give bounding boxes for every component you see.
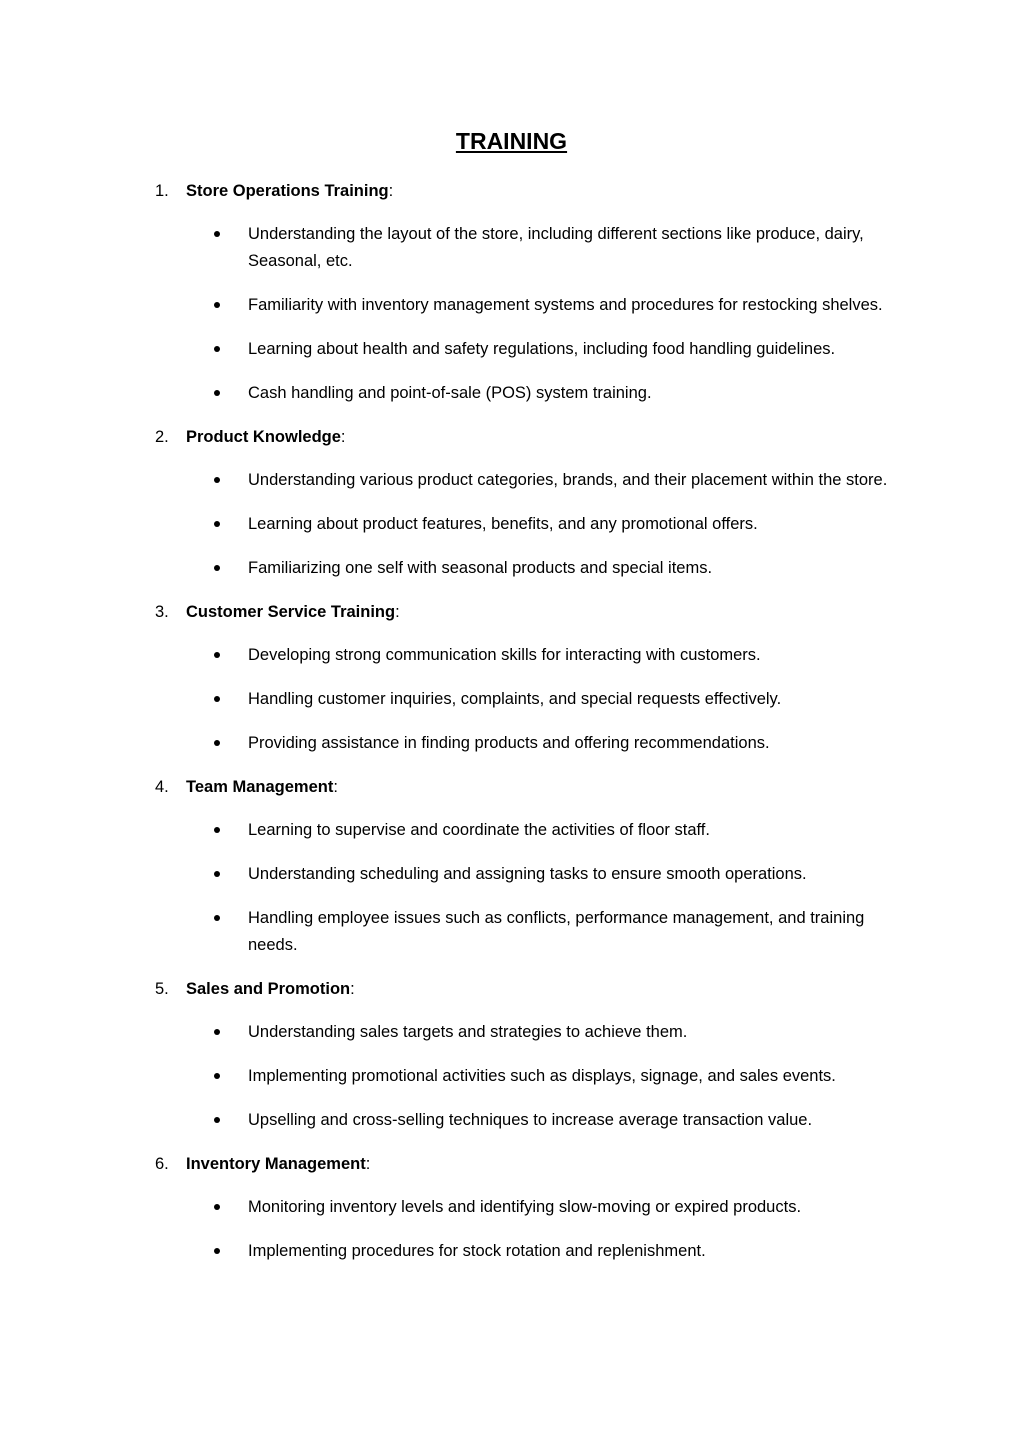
- bullet-text: Understanding sales targets and strategies to achieve them.: [248, 1023, 688, 1041]
- training-section: [0, 976, 1023, 1134]
- section-heading-label: Product Knowledge: [186, 428, 341, 446]
- bullet-text: Understanding the layout of the store, including different sections like produce, dairy, Seasonal, etc.: [248, 225, 864, 270]
- bullet-text: Understanding various product categories, brands, and their placement within the store.: [248, 471, 888, 489]
- bullet-icon: [214, 302, 220, 308]
- bullet-text: Developing strong communication skills for interacting with customers.: [248, 646, 761, 664]
- bullet-text: Familiarizing one self with seasonal products and special items.: [248, 559, 713, 577]
- bullet-item: [0, 292, 1023, 319]
- section-heading: [0, 774, 1023, 800]
- bullet-text: Cash handling and point-of-sale (POS) system training.: [248, 384, 652, 402]
- bullet-text: Handling employee issues such as conflicts, performance management, and training needs.: [248, 909, 865, 954]
- section-heading-text: [186, 178, 393, 204]
- bullet-icon: [214, 1248, 220, 1254]
- bullet-icon: [214, 652, 220, 658]
- bullet-item: [0, 1194, 1023, 1221]
- section-heading-text: [186, 1151, 370, 1177]
- bullet-item: [0, 905, 1023, 959]
- section-heading-text: [186, 774, 338, 800]
- training-sections: [0, 178, 1023, 1282]
- bullet-item: [0, 555, 1023, 582]
- bullet-text: Monitoring inventory levels and identifying slow-moving or expired products.: [248, 1198, 802, 1216]
- bullet-icon: [214, 346, 220, 352]
- training-section: [0, 599, 1023, 757]
- section-heading-label: Inventory Management: [186, 1155, 366, 1173]
- bullet-item: [0, 1063, 1023, 1090]
- bullet-icon: [214, 565, 220, 571]
- section-number: 2.: [155, 428, 169, 446]
- section-heading-colon: :: [340, 428, 346, 446]
- bullet-icon: [214, 390, 220, 396]
- section-heading-colon: :: [365, 1155, 371, 1173]
- bullet-item: [0, 1238, 1023, 1265]
- section-heading: [0, 599, 1023, 625]
- section-heading-text: [186, 976, 355, 1002]
- section-heading: [0, 178, 1023, 204]
- bullet-item: [0, 861, 1023, 888]
- section-number: 6.: [155, 1155, 169, 1173]
- section-number: 4.: [155, 778, 169, 796]
- bullet-text: Implementing procedures for stock rotation and replenishment.: [248, 1242, 706, 1260]
- bullet-item: [0, 730, 1023, 757]
- section-number: 3.: [155, 603, 169, 621]
- bullet-icon: [214, 871, 220, 877]
- bullet-icon: [214, 477, 220, 483]
- bullet-item: [0, 1107, 1023, 1134]
- section-heading-label: Customer Service Training: [186, 603, 396, 621]
- bullet-icon: [214, 696, 220, 702]
- section-heading-colon: :: [350, 980, 355, 998]
- bullet-text: Implementing promotional activities such as displays, signage, and sales events.: [248, 1067, 836, 1085]
- bullet-item: [0, 336, 1023, 363]
- bullet-text: Understanding scheduling and assigning tasks to ensure smooth operations.: [248, 865, 807, 883]
- section-number: 1.: [155, 182, 169, 200]
- section-heading-colon: :: [395, 603, 400, 621]
- bullet-text: Familiarity with inventory management systems and procedures for restocking shelves.: [248, 296, 883, 314]
- section-heading-label: Store Operations Training: [186, 182, 389, 200]
- section-heading: [0, 424, 1023, 450]
- bullet-item: [0, 511, 1023, 538]
- bullet-text: Learning about product features, benefits, and any promotional offers.: [248, 515, 758, 533]
- section-heading-label: Team Management: [186, 778, 334, 796]
- bullet-icon: [214, 740, 220, 746]
- page-title: TRAINING: [455, 128, 568, 154]
- bullet-icon: [214, 521, 220, 527]
- section-heading: [0, 1151, 1023, 1177]
- bullet-text: Handling customer inquiries, complaints, and special requests effectively.: [248, 690, 782, 708]
- bullet-item: [0, 467, 1023, 494]
- bullet-icon: [214, 231, 220, 237]
- bullet-icon: [214, 1073, 220, 1079]
- training-section: [0, 178, 1023, 407]
- section-heading-colon: :: [388, 182, 394, 200]
- bullet-text: Learning about health and safety regulations, including food handling guidelines.: [248, 340, 836, 358]
- bullet-item: [0, 380, 1023, 407]
- bullet-text: Providing assistance in finding products and offering recommendations.: [248, 734, 770, 752]
- bullet-text: Upselling and cross-selling techniques to increase average transaction value.: [248, 1111, 813, 1129]
- section-heading-text: [186, 599, 400, 625]
- training-section: [0, 774, 1023, 959]
- bullet-item: [0, 221, 1023, 275]
- section-heading: [0, 976, 1023, 1002]
- section-number: 5.: [155, 980, 169, 998]
- training-section: [0, 424, 1023, 582]
- bullet-text: Learning to supervise and coordinate the activities of floor staff.: [248, 821, 710, 839]
- bullet-icon: [214, 1117, 220, 1123]
- bullet-item: [0, 817, 1023, 844]
- bullet-icon: [214, 915, 220, 921]
- section-heading-text: [186, 424, 346, 450]
- bullet-icon: [214, 1204, 220, 1210]
- section-heading-colon: :: [333, 778, 338, 796]
- bullet-icon: [214, 1029, 220, 1035]
- bullet-item: [0, 686, 1023, 713]
- bullet-icon: [214, 827, 220, 833]
- bullet-item: [0, 1019, 1023, 1046]
- training-section: [0, 1151, 1023, 1265]
- bullet-item: [0, 642, 1023, 669]
- section-heading-label: Sales and Promotion: [186, 980, 351, 998]
